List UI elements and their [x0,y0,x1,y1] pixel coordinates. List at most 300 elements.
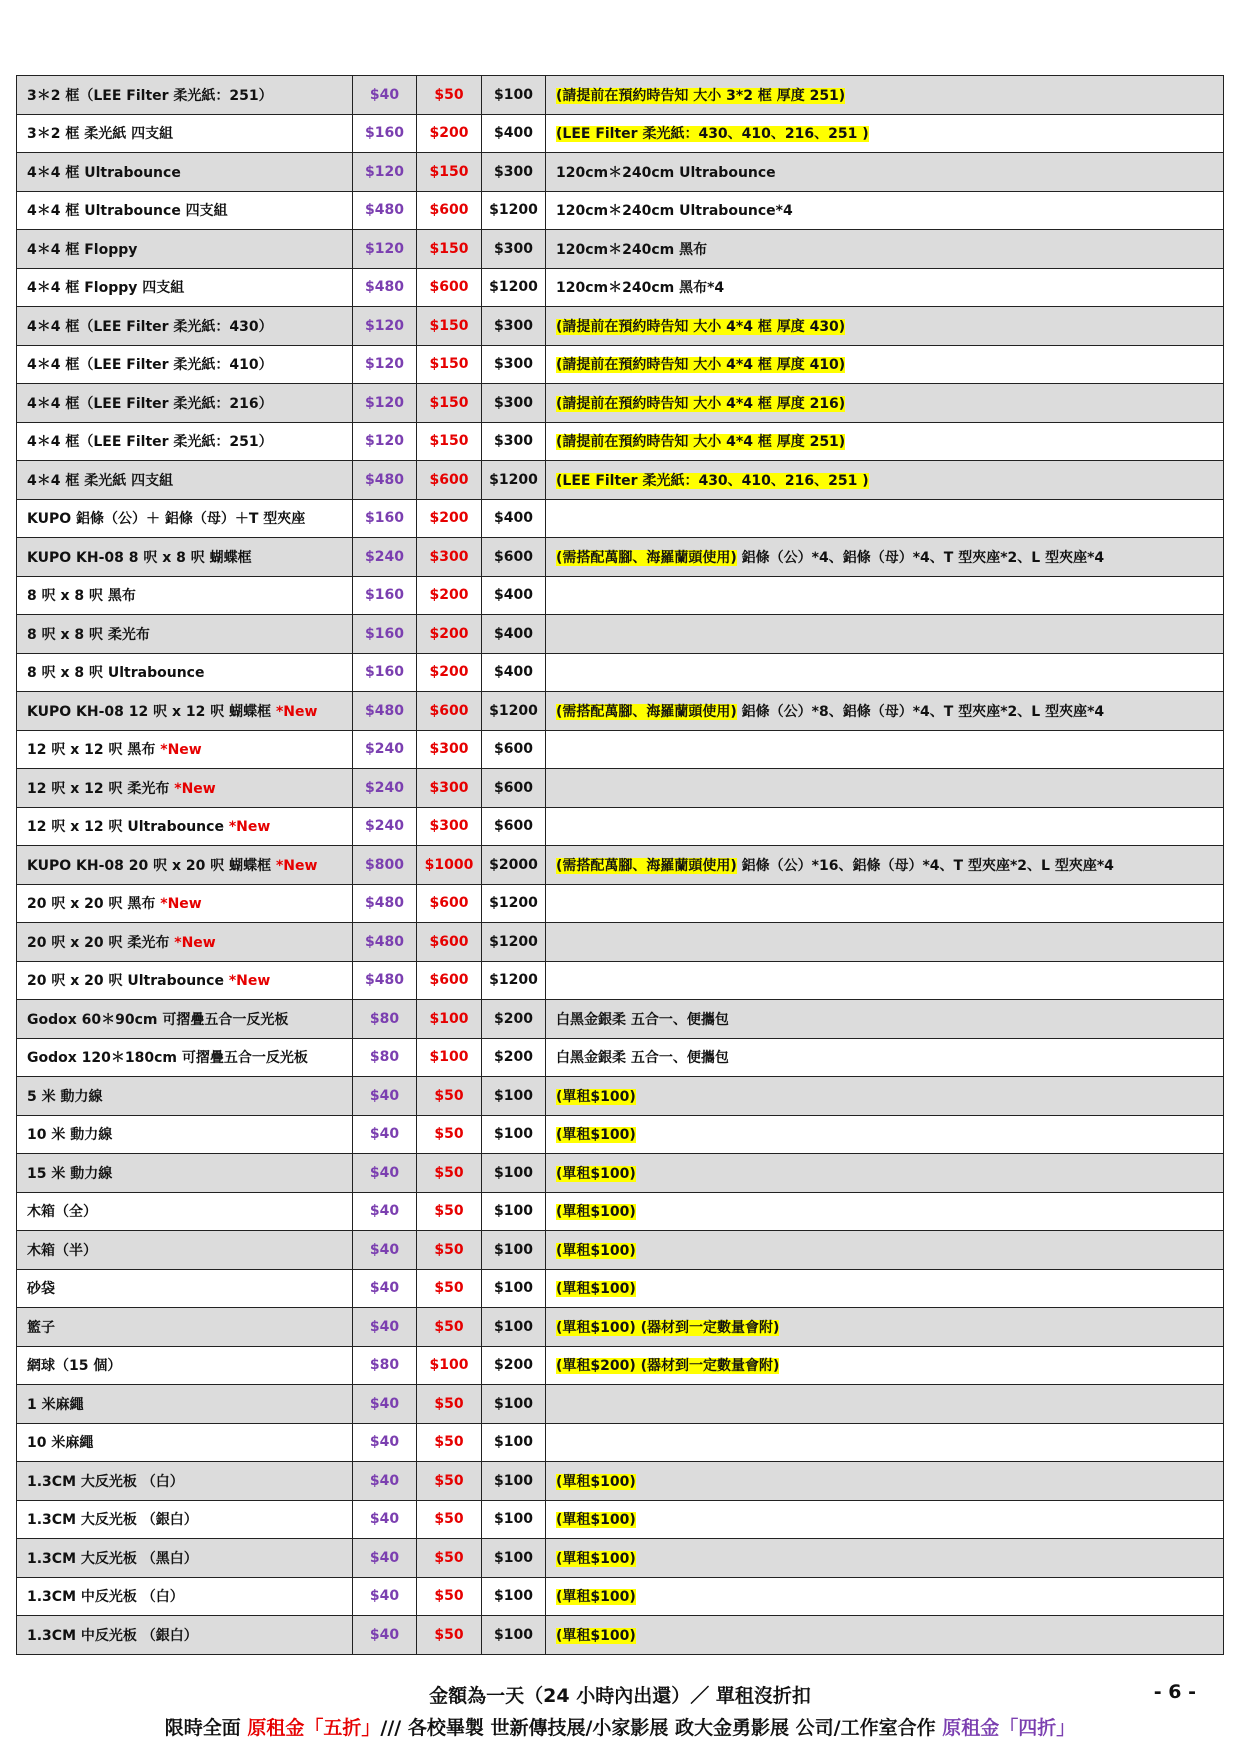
table-row [17,1577,1224,1616]
price-discount: $50 [417,1308,482,1347]
item-name: 5 米 動力線 [27,1088,103,1105]
price-member: $160 [353,653,417,692]
item-name-cell [17,76,353,115]
item-name-cell [17,961,353,1000]
new-tag: *New [160,896,202,913]
note-cell [546,1385,1224,1424]
item-name: 12 呎 x 12 呎 黑布 [27,742,161,759]
item-name-cell [17,422,353,461]
note-cell [546,807,1224,846]
table-row [17,153,1224,192]
item-name-cell [17,1346,353,1385]
price-discount: $600 [417,961,482,1000]
highlight-note: (請提前在預約時告知 大小 4*4 框 厚度 410) [556,357,846,374]
price-discount: $50 [417,76,482,115]
note-text: 120cm＊240cm Ultrabounce [556,164,776,181]
price-discount: $600 [417,191,482,230]
item-name: Godox 120＊180cm 可摺疊五合一反光板 [27,1050,308,1067]
price-original: $2000 [482,846,546,885]
table-row [17,1539,1224,1578]
note-text: 120cm＊240cm 黑布 [556,241,708,258]
item-name-cell [17,1231,353,1270]
item-name-cell [17,1038,353,1077]
price-original: $1200 [482,923,546,962]
table-row [17,1038,1224,1077]
item-name-cell [17,884,353,923]
price-discount: $50 [417,1577,482,1616]
price-discount: $50 [417,1385,482,1424]
item-name: 1 米麻繩 [27,1396,84,1413]
price-member: $80 [353,1346,417,1385]
item-name-cell [17,384,353,423]
price-original: $100 [482,1115,546,1154]
note-cell [546,461,1224,500]
promo-prefix: 限時全面 [164,1717,248,1739]
price-member: $40 [353,1616,417,1655]
item-name-cell [17,1577,353,1616]
highlight-note: (單租$100) [556,1473,636,1490]
price-discount: $50 [417,1539,482,1578]
highlight-note: (需搭配萬腳、海羅蘭頭使用) [556,549,737,566]
highlight-note: (單租$100) [556,1589,636,1606]
price-discount: $600 [417,692,482,731]
price-member: $120 [353,307,417,346]
table-row [17,653,1224,692]
price-original: $100 [482,1231,546,1270]
price-original: $400 [482,615,546,654]
footer-note: 金額為一天（24 小時內出還）／ 單租沒折扣 [429,1685,811,1707]
price-discount: $50 [417,1269,482,1308]
item-name-cell [17,1115,353,1154]
item-name-cell [17,1000,353,1039]
price-member: $480 [353,268,417,307]
price-original: $1200 [482,461,546,500]
item-name-cell [17,499,353,538]
price-discount: $50 [417,1077,482,1116]
highlight-note: (單租$100) [556,1165,636,1182]
price-member: $40 [353,1308,417,1347]
item-name: 砂袋 [27,1281,55,1298]
price-member: $40 [353,76,417,115]
price-discount: $50 [417,1154,482,1193]
price-original: $100 [482,1385,546,1424]
note-cell [546,1577,1224,1616]
price-member: $120 [353,345,417,384]
price-member: $120 [353,422,417,461]
item-name: 4＊4 框 Ultrabounce [27,164,181,181]
table-row [17,114,1224,153]
price-original: $200 [482,1346,546,1385]
table-row [17,499,1224,538]
price-member: $40 [353,1423,417,1462]
price-original: $300 [482,153,546,192]
item-name: KUPO KH-08 8 呎 x 8 呎 蝴蝶框 [27,549,252,566]
note-cell [546,307,1224,346]
note-cell [546,884,1224,923]
table-row [17,538,1224,577]
note-cell [546,1192,1224,1231]
note-cell [546,769,1224,808]
table-row [17,1308,1224,1347]
item-name: 4＊4 框 Floppy 四支組 [27,280,185,297]
note-cell [546,1077,1224,1116]
highlight-note: (請提前在預約時告知 大小 4*4 框 厚度 216) [556,395,846,412]
price-discount: $50 [417,1192,482,1231]
item-name: 4＊4 框（LEE Filter 柔光紙：251） [27,434,273,451]
note-cell [546,653,1224,692]
price-member: $160 [353,114,417,153]
table-row [17,1616,1224,1655]
price-member: $160 [353,615,417,654]
item-name-cell [17,1500,353,1539]
new-tag: *New [174,934,216,951]
item-name-cell [17,1462,353,1501]
item-name-cell [17,1539,353,1578]
note-cell [546,576,1224,615]
note-cell [546,961,1224,1000]
item-name-cell [17,461,353,500]
new-tag: *New [275,857,318,874]
promo-forty-percent: 原租金「四折」 [942,1717,1076,1739]
highlight-note: (單租$100) (器材到一定數量會附) [556,1319,780,1336]
new-tag: *New [160,742,202,759]
item-name: KUPO 鋁條（公）＋ 鋁條（母）＋T 型夾座 [27,511,306,528]
table-row [17,1423,1224,1462]
item-name: 15 米 動力線 [27,1165,113,1182]
table-row [17,1269,1224,1308]
note-cell [546,268,1224,307]
price-member: $40 [353,1231,417,1270]
note-cell [546,1346,1224,1385]
table-row [17,576,1224,615]
price-member: $40 [353,1539,417,1578]
item-name: 10 米 動力線 [27,1127,113,1144]
price-member: $40 [353,1385,417,1424]
price-original: $600 [482,538,546,577]
note-cell [546,1000,1224,1039]
new-tag: *New [228,973,271,990]
note-text: 120cm＊240cm Ultrabounce*4 [556,203,793,220]
page-number: - 6 - [1153,1681,1196,1703]
note-cell [546,1462,1224,1501]
price-original: $200 [482,1038,546,1077]
price-discount: $600 [417,923,482,962]
table-row [17,846,1224,885]
price-discount: $150 [417,153,482,192]
note-cell [546,422,1224,461]
price-original: $400 [482,114,546,153]
price-discount: $200 [417,114,482,153]
price-discount: $200 [417,615,482,654]
table-row [17,422,1224,461]
price-discount: $150 [417,230,482,269]
price-member: $240 [353,769,417,808]
item-name: KUPO KH-08 12 呎 x 12 呎 蝴蝶框 [27,703,276,720]
price-discount: $300 [417,769,482,808]
price-original: $300 [482,307,546,346]
table-row [17,807,1224,846]
price-original: $100 [482,1192,546,1231]
price-discount: $1000 [417,846,482,885]
table-row [17,345,1224,384]
item-name-cell [17,153,353,192]
price-original: $400 [482,499,546,538]
highlight-note: (單租$100) [556,1627,636,1644]
highlight-note: (單租$100) [556,1512,636,1529]
price-discount: $200 [417,576,482,615]
price-original: $100 [482,1154,546,1193]
price-discount: $150 [417,422,482,461]
item-name: 1.3CM 大反光板 （白） [27,1473,184,1490]
price-discount: $600 [417,268,482,307]
note-cell [546,692,1224,731]
price-original: $600 [482,730,546,769]
item-name-cell [17,1192,353,1231]
item-name-cell [17,692,353,731]
note-text: 鋁條（公）*8、鋁條（母）*4、T 型夾座*2、L 型夾座*4 [736,703,1105,720]
item-name: 4＊4 框（LEE Filter 柔光紙：430） [27,318,273,335]
price-discount: $100 [417,1346,482,1385]
price-original: $1200 [482,692,546,731]
highlight-note: (需搭配萬腳、海羅蘭頭使用) [556,857,737,874]
highlight-note: (請提前在預約時告知 大小 3*2 框 厚度 251) [556,87,846,104]
note-cell [546,538,1224,577]
price-discount: $150 [417,345,482,384]
note-cell [546,730,1224,769]
item-name: KUPO KH-08 20 呎 x 20 呎 蝴蝶框 [27,857,276,874]
price-member: $40 [353,1115,417,1154]
item-name: 4＊4 框 Ultrabounce 四支組 [27,203,228,220]
item-name: 3＊2 框 柔光紙 四支組 [27,126,174,143]
item-name-cell [17,1269,353,1308]
price-member: $120 [353,153,417,192]
price-discount: $50 [417,1423,482,1462]
price-original: $100 [482,76,546,115]
item-name: 1.3CM 中反光板 （銀白） [27,1627,198,1644]
price-member: $160 [353,576,417,615]
note-text: 白黑金銀柔 五合一、便攜包 [556,1011,729,1028]
highlight-note: (單租$100) [556,1088,636,1105]
table-row [17,307,1224,346]
table-row [17,1115,1224,1154]
table-row [17,230,1224,269]
item-name-cell [17,846,353,885]
item-name-cell [17,1616,353,1655]
note-text: 鋁條（公）*4、鋁條（母）*4、T 型夾座*2、L 型夾座*4 [736,549,1105,566]
note-cell [546,1154,1224,1193]
item-name: Godox 60＊90cm 可摺疊五合一反光板 [27,1011,289,1028]
price-discount: $50 [417,1616,482,1655]
note-cell [546,1231,1224,1270]
note-cell [546,923,1224,962]
price-original: $400 [482,576,546,615]
table-row [17,884,1224,923]
item-name: 8 呎 x 8 呎 柔光布 [27,626,150,643]
item-name: 8 呎 x 8 呎 黑布 [27,588,136,605]
item-name: 12 呎 x 12 呎 柔光布 [27,780,175,797]
item-name: 1.3CM 大反光板 （銀白） [27,1512,198,1529]
price-member: $800 [353,846,417,885]
table-row [17,1346,1224,1385]
price-member: $480 [353,692,417,731]
note-cell [546,1500,1224,1539]
item-name: 木箱（全） [27,1204,97,1221]
price-discount: $50 [417,1500,482,1539]
price-member: $80 [353,1038,417,1077]
price-original: $100 [482,1423,546,1462]
price-original: $200 [482,1000,546,1039]
price-member: $480 [353,884,417,923]
price-member: $120 [353,384,417,423]
item-name: 4＊4 框 柔光紙 四支組 [27,472,174,489]
highlight-note: (請提前在預約時告知 大小 4*4 框 厚度 430) [556,318,846,335]
price-member: $40 [353,1154,417,1193]
price-original: $1200 [482,268,546,307]
price-original: $100 [482,1616,546,1655]
item-name: 8 呎 x 8 呎 Ultrabounce [27,665,205,682]
price-member: $40 [353,1077,417,1116]
table-row [17,268,1224,307]
table-row [17,692,1224,731]
note-cell [546,345,1224,384]
price-discount: $600 [417,884,482,923]
note-text: 白黑金銀柔 五合一、便攜包 [556,1050,729,1067]
note-cell [546,615,1224,654]
item-name-cell [17,307,353,346]
item-name-cell [17,114,353,153]
price-member: $480 [353,191,417,230]
price-discount: $50 [417,1462,482,1501]
table-row [17,384,1224,423]
highlight-note: (LEE Filter 柔光紙：430、410、216、251 ) [556,472,869,489]
table-row [17,1385,1224,1424]
table-row [17,1462,1224,1501]
price-discount: $300 [417,538,482,577]
table-row [17,1500,1224,1539]
item-name-cell [17,730,353,769]
item-name-cell [17,653,353,692]
price-original: $300 [482,422,546,461]
note-cell [546,230,1224,269]
item-name: 20 呎 x 20 呎 柔光布 [27,934,175,951]
item-name-cell [17,191,353,230]
table-row [17,730,1224,769]
note-cell [546,153,1224,192]
highlight-note: (請提前在預約時告知 大小 4*4 框 厚度 251) [556,434,846,451]
price-member: $240 [353,538,417,577]
item-name: 3＊2 框（LEE Filter 柔光紙：251） [27,87,273,104]
item-name-cell [17,1154,353,1193]
price-member: $160 [353,499,417,538]
item-name: 4＊4 框 Floppy [27,241,138,258]
item-name: 20 呎 x 20 呎 Ultrabounce [27,973,229,990]
price-member: $40 [353,1577,417,1616]
item-name: 4＊4 框（LEE Filter 柔光紙：410） [27,357,273,374]
item-name: 12 呎 x 12 呎 Ultrabounce [27,819,229,836]
note-cell [546,1423,1224,1462]
price-member: $40 [353,1269,417,1308]
item-name: 1.3CM 大反光板 （黑白） [27,1550,198,1567]
price-original: $1200 [482,191,546,230]
price-discount: $600 [417,461,482,500]
table-row [17,461,1224,500]
price-member: $40 [353,1462,417,1501]
footer-promo [0,1713,1240,1740]
table-row [17,769,1224,808]
highlight-note: (需搭配萬腳、海羅蘭頭使用) [556,703,737,720]
note-cell [546,191,1224,230]
item-name: 1.3CM 中反光板 （白） [27,1589,184,1606]
price-original: $300 [482,345,546,384]
price-original: $1200 [482,961,546,1000]
item-name-cell [17,615,353,654]
note-cell [546,384,1224,423]
item-name-cell [17,1308,353,1347]
price-discount: $50 [417,1115,482,1154]
note-cell [546,499,1224,538]
rental-price-table [16,75,1224,1655]
price-original: $400 [482,653,546,692]
price-discount: $200 [417,653,482,692]
promo-partners: /// 各校畢製 世新傳技展/小家影展 政大金勇影展 公司/工作室合作 [380,1717,943,1739]
new-tag: *New [174,780,216,797]
item-name-cell [17,923,353,962]
note-cell [546,1308,1224,1347]
table-row [17,1192,1224,1231]
price-member: $40 [353,1500,417,1539]
table-row [17,1077,1224,1116]
item-name: 網球（15 個） [27,1358,122,1375]
price-discount: $100 [417,1038,482,1077]
item-name-cell [17,1385,353,1424]
highlight-note: (單租$100) [556,1242,636,1259]
price-discount: $50 [417,1231,482,1270]
item-name: 20 呎 x 20 呎 黑布 [27,896,161,913]
table-row [17,1154,1224,1193]
note-cell [546,1539,1224,1578]
item-name-cell [17,769,353,808]
note-cell [546,1038,1224,1077]
price-member: $40 [353,1192,417,1231]
price-original: $100 [482,1269,546,1308]
price-original: $1200 [482,884,546,923]
price-original: $300 [482,384,546,423]
highlight-note: (單租$100) [556,1204,636,1221]
new-tag: *New [275,703,318,720]
price-original: $300 [482,230,546,269]
price-discount: $150 [417,384,482,423]
item-name-cell [17,807,353,846]
item-name: 籃子 [27,1319,55,1336]
highlight-note: (LEE Filter 柔光紙：430、410、216、251 ) [556,126,869,143]
table-row [17,191,1224,230]
price-discount: $300 [417,807,482,846]
table-row [17,1000,1224,1039]
note-cell [546,846,1224,885]
note-cell [546,76,1224,115]
price-member: $480 [353,923,417,962]
note-cell [546,114,1224,153]
highlight-note: (單租$200) (器材到一定數量會附) [556,1358,780,1375]
note-cell [546,1115,1224,1154]
table-row [17,923,1224,962]
price-original: $100 [482,1308,546,1347]
highlight-note: (單租$100) [556,1281,636,1298]
price-discount: $300 [417,730,482,769]
price-original: $100 [482,1577,546,1616]
table-row [17,76,1224,115]
item-name-cell [17,576,353,615]
